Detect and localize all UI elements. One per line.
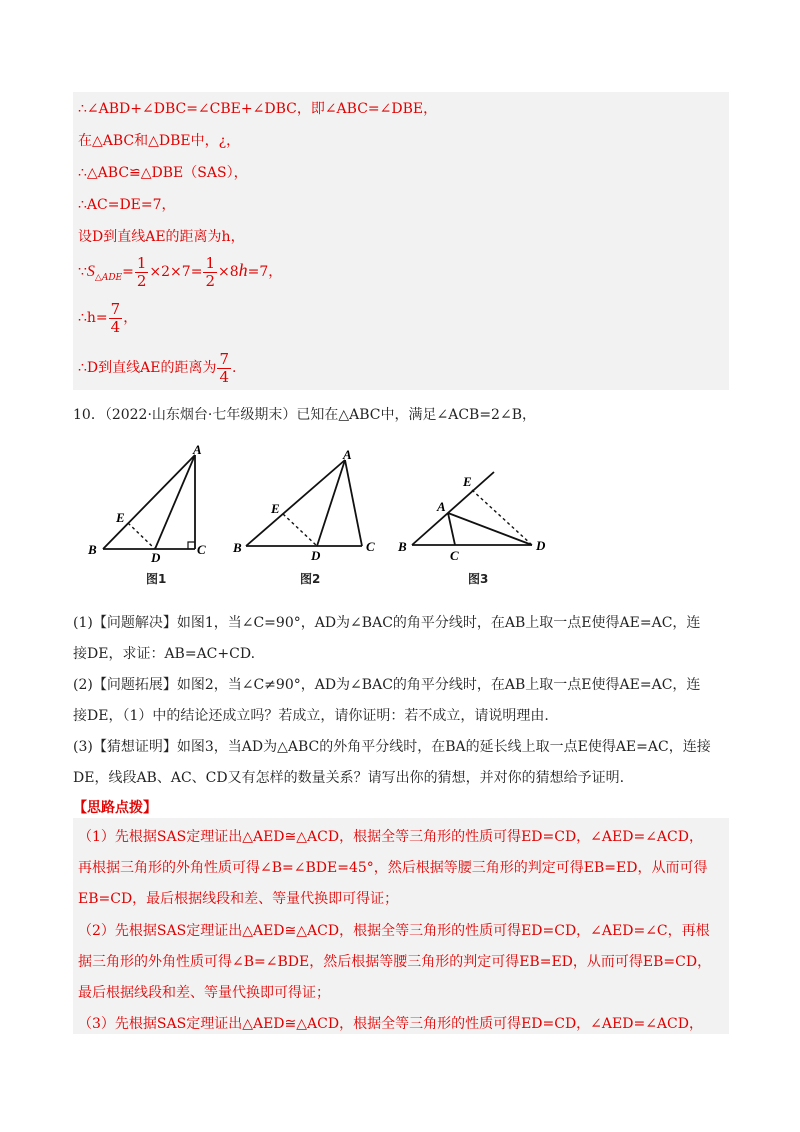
solution-line-2: 在△ABC和△DBE中，¿， <box>78 133 241 149</box>
hint-title: 【思路点拨】 <box>73 800 157 816</box>
point-A: A <box>193 442 202 457</box>
hint-3-line-1: （3）先根据SAS定理证出△AED≅△ACD，根据全等三角形的性质可得ED=CD，∠AED=∠ACD， <box>78 1016 703 1032</box>
point-C: C <box>197 542 206 557</box>
point-D: D <box>311 548 321 563</box>
question-1-line-1: (1)【问题解决】如图1，当∠C=90°，AD为∠BAC的角平分线时，在AB上取一点E使得AE=AC，连 <box>73 615 701 631</box>
question-3-line-2: DE，线段AB、AC、CD又有怎样的数量关系？请写出你的猜想，并对你的猜想给予证明. <box>73 770 625 786</box>
fraction-seven-fourths: $\frac{7}{4}$ <box>219 349 230 386</box>
solution-line-3: ∴△ABC≌△DBE（SAS）， <box>78 165 248 181</box>
figure-1 <box>103 455 195 549</box>
point-B: B <box>233 540 242 555</box>
point-E: E <box>271 501 280 516</box>
solution-line-5: 设D到直线AE的距离为h， <box>78 229 245 245</box>
solution-line-1: ∴∠ABD+∠DBC=∠CBE+∠DBC，即∠ABC=∠DBE， <box>78 101 438 117</box>
question-2-line-2: 接DE，（1）中的结论还成立吗？若成立，请你证明：若不成立，请说明理由. <box>73 708 549 724</box>
figure-3 <box>412 472 532 545</box>
hint-2-line-1: （2）先根据SAS定理证出△AED≅△ACD，根据全等三角形的性质可得ED=CD，∠AED=∠C，再根 <box>78 923 710 939</box>
question-2-line-1: (2)【问题拓展】如图2，当∠C≠90°，AD为∠BAC的角平分线时，在AB上取一点E使得AE=AC，连 <box>73 677 701 693</box>
solution-line-4: ∴AC=DE=7， <box>78 197 176 213</box>
hint-1-line-2: 再根据三角形的外角性质可得∠B=∠BDE=45°，然后根据等腰三角形的判定可得EB=ED，从而可得 <box>78 860 708 876</box>
figure-2 <box>246 460 362 546</box>
question-1-line-2: 接DE，求证：AB=AC+CD. <box>73 646 256 662</box>
point-C: C <box>450 548 459 563</box>
fraction-half: $\frac{1}{2}$ <box>205 253 215 290</box>
point-C: C <box>366 539 375 554</box>
hint-2-line-3: 最后根据线段和差、等量代换即可得证； <box>78 985 330 1001</box>
point-E: E <box>463 474 472 489</box>
question-3-line-1: (3)【猜想证明】如图3，当AD为△ABC的外角平分线时，在BA的延长线上取一点E使得AE=AC，连接 <box>73 739 711 755</box>
figure-caption-1: 图1 <box>146 572 167 586</box>
figure-caption-2: 图2 <box>300 572 321 586</box>
point-D: D <box>151 550 161 565</box>
problem-intro: 10．（2022·山东烟台·七年级期末）已知在△ABC中，满足∠ACB=2∠B， <box>73 407 536 423</box>
hint-1-line-3: EB=CD，最后根据线段和差、等量代换即可得证； <box>78 891 399 907</box>
fraction-half: $\frac{1}{2}$ <box>136 253 147 290</box>
point-E: E <box>116 510 125 525</box>
geometry-figures <box>0 438 800 598</box>
solution-line-6: $\because S_{\triangle ADE}=$ $\frac{1}{2}$ ×2×7= $\frac{1}{2}$ ×8h=7， <box>78 253 283 290</box>
point-D: D <box>536 538 546 553</box>
solution-line-8: ∴D到直线AE的距离为 $\frac{7}{4}$ . <box>78 349 237 386</box>
point-A: A <box>437 499 446 514</box>
fraction-seven-fourths: $\frac{7}{4}$ <box>110 299 121 336</box>
hint-1-line-1: （1）先根据SAS定理证出△AED≅△ACD，根据全等三角形的性质可得ED=CD，∠AED=∠ACD， <box>78 829 703 845</box>
point-B: B <box>88 542 97 557</box>
point-A: A <box>343 447 352 462</box>
point-B: B <box>398 539 407 554</box>
hint-2-line-2: 据三角形的外角性质可得∠B=∠BDE，然后根据等腰三角形的判定可得EB=ED，从而可得EB=CD， <box>78 954 712 970</box>
solution-line-7: ∴h= $\frac{7}{4}$ ， <box>78 299 138 336</box>
figure-caption-3: 图3 <box>468 572 489 586</box>
